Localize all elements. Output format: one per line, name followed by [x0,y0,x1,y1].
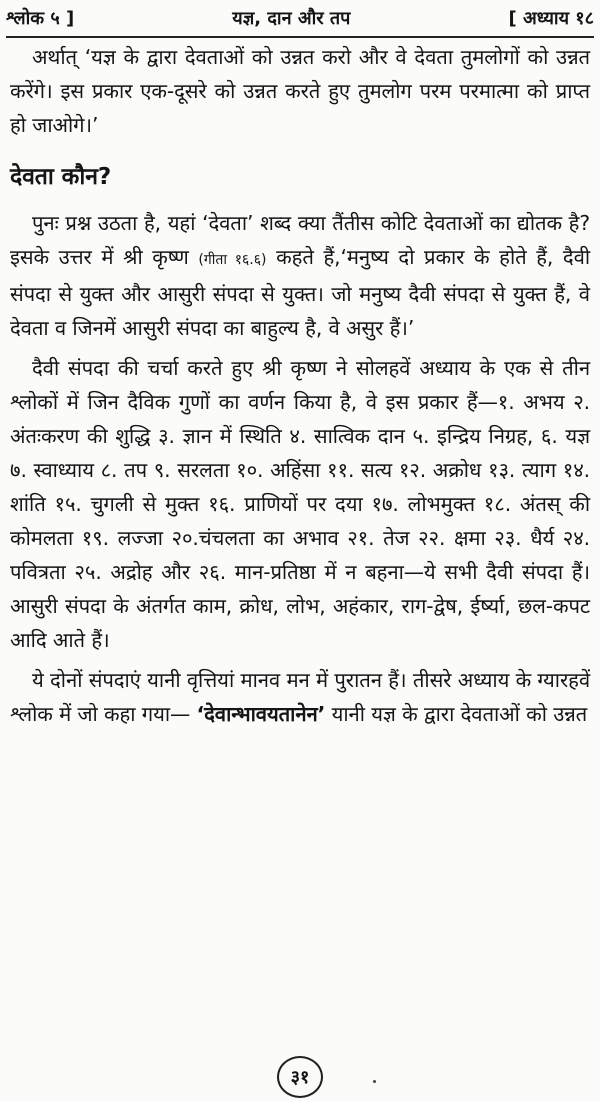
paragraph-2 [10,206,590,345]
paragraph-4 [10,663,590,731]
header-verse: श्लोक ५ ] [6,8,75,29]
paragraph-4-start: ये दोनों संपदाएं यानी वृत्तियां मानव मन में पुरातन हैं। तीसरे अध्याय के ग्यारहवें श्लोक में जो कहा गया— [10,668,590,726]
paragraph-3: दैवी संपदा की चर्चा करते हुए श्री कृष्ण ने सोलहवें अध्याय के एक से तीन श्लोकों में जिन दैविक गुणों का वर्णन किया है, वे इस प्रकार हैं—१. अभय २. अंतःकरण की शुद्धि ३. ज्ञान में स्थिति ४. सात्विक दान ५. इन्द्रिय निग्रह, ६. यज्ञ ७. स्वाध्याय ८. तप ९. सरलता १०. अहिंसा ११. सत्य १२. अक्रोध १३. त्याग १४. शांति १५. चुगली से मुक्त १६. प्राणियों पर दया १७. लोभमुक्त १८. अंतस् की कोमलता १९. लज्जा २०.चंचलता का अभाव २१. तेज २२. क्षमा २३. धैर्य २४. पवित्रता २५. अद्रोह और २६. मान-प्रतिष्ठा में न बहना—ये सभी दैवी संपदा हैं। आसुरी संपदा के अंतर्गत काम, क्रोध, लोभ, अहंकार, राग-द्वेष, ईर्ष्या, छल-कपट आदि आते हैं। [10,356,590,652]
sanskrit-term: ‘देवान्भावयतानेन’ [196,702,326,726]
header-chapter: [ अध्याय १८ [508,8,594,29]
print-dot [373,1080,376,1083]
gita-citation: (गीता १६.६) [198,252,267,268]
paragraph-4-end: यानी यज्ञ के द्वारा देवताओं को उन्नत [325,702,588,726]
page-body [10,40,590,731]
paragraph-2-end: कहते हैं,‘मनुष्य दो प्रकार के होते हैं, दैवी संपदा से युक्त और आसुरी संपदा से युक्त। जो मनुष्य दैवी संपदा से युक्त हैं, वे देवता व जिनमें आसुरी संपदा का बाहुल्य है, वे असुर हैं।’ [10,245,591,340]
paragraph-2-start: पुनः प्रश्न उठता है, यहां ‘देवता’ शब्द क्या तैंतीस कोटि देवताओं का द्योतक है? इसके उत्तर में श्री कृष्ण [10,211,590,269]
page-header [6,0,594,38]
paragraph-1: अर्थात् ‘यज्ञ के द्वारा देवताओं को उन्नत करो और वे देवता तुमलोगों को उन्नत करेंगे। इस प्रकार एक-दूसरे को उन्नत करते हुए तुमलोग परम परमात्मा को प्राप्त हो जाओगे।’ [10,45,590,137]
section-heading: देवता कौन? [10,164,112,190]
page-number: ३१ [277,1056,323,1098]
header-title: यज्ञ, दान और तप [232,8,351,29]
